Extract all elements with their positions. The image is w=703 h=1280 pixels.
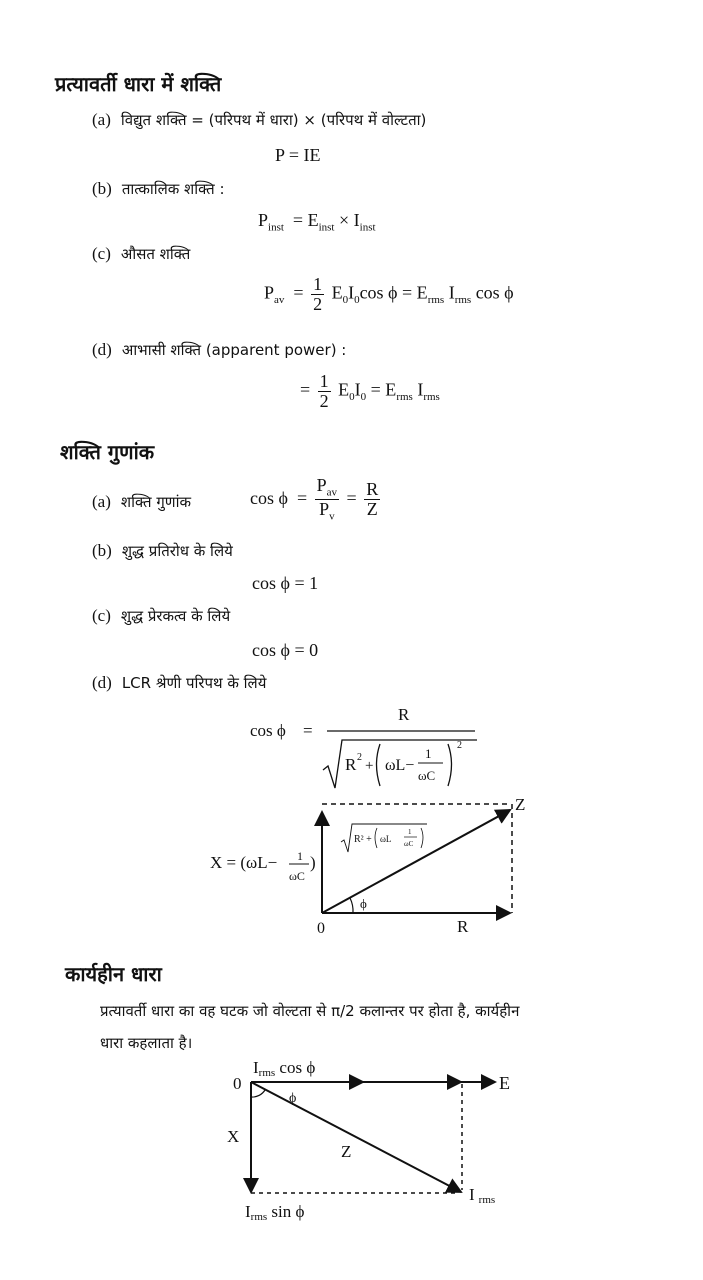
label-irms-sin: Irms sin ϕ	[245, 1202, 305, 1223]
power-item-a	[92, 110, 426, 130]
item-tag: (d)	[92, 673, 112, 692]
formula-apparent-power: = $\frac{1}{2}$ $E_0I_0 = E_{rms}$ $I_{rms}$	[300, 371, 440, 411]
svg-text:1: 1	[408, 828, 412, 836]
pf-item-b	[92, 541, 233, 561]
label-z: Z	[515, 795, 526, 814]
svg-text:2: 2	[457, 740, 462, 751]
power-item-d	[92, 340, 346, 360]
item-tag: (a)	[92, 110, 111, 129]
label-x: X	[227, 1127, 240, 1146]
item-text: शुद्ध प्रतिरोध के लिये	[121, 542, 233, 560]
label-irms-i: I	[469, 1185, 475, 1204]
label-r: R	[457, 917, 469, 936]
label-z: Z	[341, 1142, 352, 1161]
svg-text:ωC: ωC	[404, 840, 414, 848]
label-irms-cos: Irms cos ϕ	[253, 1058, 316, 1079]
power-item-c	[92, 244, 190, 264]
item-tag: (c)	[92, 244, 111, 263]
inner-sqrt-label	[341, 824, 427, 852]
svg-text:R: R	[398, 705, 410, 724]
paragraph-line-2: धारा कहलाता है।	[100, 1034, 193, 1052]
formula-pure-resistance: cos ϕ = 1	[252, 573, 319, 593]
label-x: X = (ωL−	[210, 853, 278, 872]
label-origin: 0	[233, 1074, 242, 1093]
section-heading-power: प्रत्यावर्ती धारा में शक्ति	[55, 72, 222, 96]
formula-pure-inductance: cos ϕ = 0	[252, 640, 319, 660]
formula-instant-power: $P_{inst} = E_{inst} \times I_{inst}$	[258, 210, 376, 234]
label-phi: ϕ	[289, 1091, 297, 1106]
formula-lcr-cosphi	[245, 700, 505, 795]
item-text: शक्ति गुणांक	[120, 493, 192, 511]
svg-text:ωL: ωL	[380, 834, 392, 844]
wattless-current-diagram	[215, 1050, 525, 1230]
item-tag: (b)	[92, 179, 112, 198]
svg-text:cos ϕ: cos ϕ	[250, 721, 286, 740]
label-irms	[469, 1185, 495, 1206]
section-heading-power-factor: शक्ति गुणांक	[60, 440, 155, 464]
formula-p-ie: P = IE	[275, 145, 321, 165]
label-e: E	[499, 1073, 510, 1093]
svg-text:R: R	[345, 755, 357, 774]
pf-item-a	[92, 492, 191, 512]
label-x-num: 1	[297, 849, 303, 863]
item-tag: (c)	[92, 606, 111, 625]
label-x-close: )	[310, 853, 316, 872]
item-text: आभासी शक्ति (apparent power) :	[121, 341, 347, 359]
svg-text:ωC: ωC	[418, 768, 436, 783]
label-phi: ϕ	[360, 896, 367, 911]
svg-text:1: 1	[425, 746, 432, 761]
svg-text:ωL−: ωL−	[385, 757, 415, 774]
item-text: विद्युत शक्ति = (परिपथ में धारा) × (परिपथ में वोल्टता)	[120, 111, 427, 129]
svg-text:+: +	[365, 758, 374, 774]
pf-item-c	[92, 606, 230, 626]
power-item-b	[92, 179, 225, 199]
label-x-den: ωC	[289, 869, 305, 883]
svg-text:2: 2	[357, 752, 362, 763]
label-irms-sub: rms	[478, 1194, 496, 1206]
formula-average-power: $P_{av}$ = $\frac{1}{2}$ $E_0I_0\cos$ $\phi = E_{rms}$ $I_{rms}$ cos ϕ	[264, 274, 514, 314]
formula-power-factor: cos ϕ = $\frac{P_{av}}{P_v}$ = $\frac{R}{Z}$	[250, 475, 379, 523]
impedance-triangle-diagram	[205, 790, 535, 940]
pf-item-d	[92, 673, 266, 693]
item-tag: (a)	[92, 492, 111, 511]
section-heading-wattless: कार्यहीन धारा	[65, 962, 162, 986]
paragraph-line-1: प्रत्यावर्ती धारा का वह घटक जो वोल्टता से π/2 कलान्तर पर होता है, कार्यहीन	[100, 1002, 520, 1020]
item-text: औसत शक्ति	[120, 245, 191, 263]
item-text: शुद्ध प्रेरकत्व के लिये	[120, 607, 231, 625]
item-tag: (b)	[92, 541, 112, 560]
z-hypotenuse-vector	[322, 810, 510, 913]
svg-text:R² +: R² +	[354, 834, 372, 845]
label-origin: 0	[317, 920, 325, 937]
item-tag: (d)	[92, 340, 112, 359]
item-text: LCR श्रेणी परिपथ के लिये	[121, 674, 267, 692]
item-text: तात्कालिक शक्ति :	[121, 180, 225, 198]
svg-text:=: =	[303, 721, 313, 740]
